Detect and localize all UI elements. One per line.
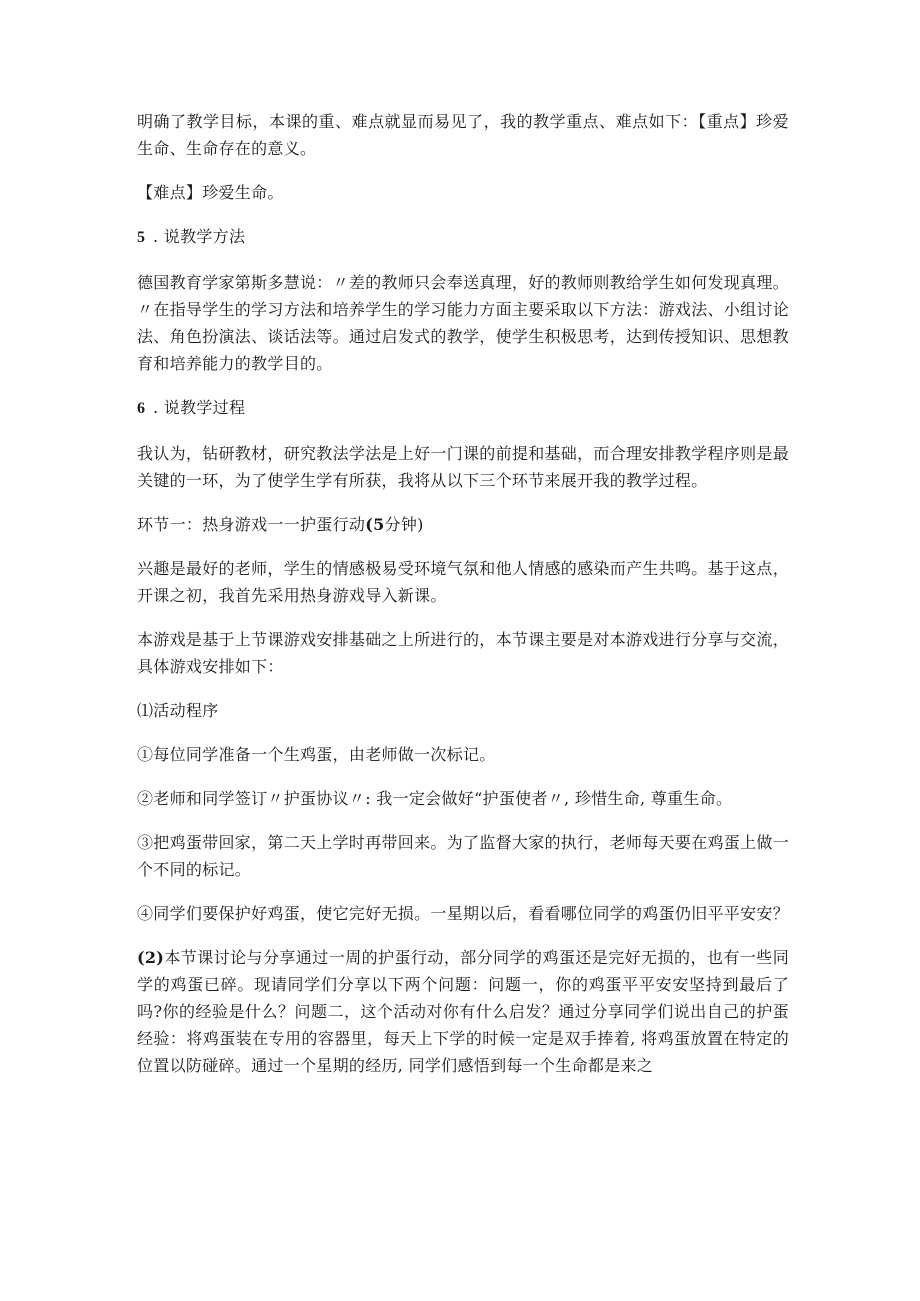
document-page bbox=[137, 108, 789, 1096]
section-heading-teaching-method bbox=[137, 223, 789, 251]
paragraph-game-basis: 本游戏是基于上节课游戏安排基础之上所进行的，本节课主要是对本游戏进行分享与交流，具体游戏安排如下： bbox=[137, 630, 790, 676]
paragraph-method-quote: 德国教育学家第斯多慧说：〃差的教师只会奉送真理，好的教师则教给学生如何发现真理。〃在指导学生的学习方法和培养学生的学习能力方面主要采取以下方法：游戏法、小组讨论法、角色扮演法、谈话法等。通过启发式的教学，使学生积极思考，达到传授知识、思想教育和培养能力的教学目的。 bbox=[137, 273, 790, 373]
discussion-marker: (2) bbox=[137, 948, 165, 967]
section-number: 5 bbox=[137, 229, 146, 246]
section-heading-teaching-process bbox=[137, 394, 789, 422]
paragraph-teaching-focus: 明确了教学目标，本课的重、难点就显而易见了，我的教学重点、难点如下：【重点】珍爱生命、生命存在的意义。 bbox=[137, 112, 789, 158]
paragraph-discussion bbox=[137, 944, 789, 1079]
discussion-text: 本节课讨论与分享通过一周的护蛋行动，部分同学的鸡蛋还是完好无损的，也有一些同学的鸡蛋已碎。现请同学们分享以下两个问题：问题一，你的鸡蛋平平安安坚持到最后了吗?你的经验是什么？问题二，这个活动对你有什么启发？通过分享同学们说出自己的护蛋经验：将鸡蛋装在专用的容器里，每天上下学的时候一定是双手捧着, 将鸡蛋放置在特定的位置以防碰碎。通过一个星期的经历, 同学们感悟到每一个生命都是来之 bbox=[137, 948, 789, 1075]
section-title: . 说教学过程 bbox=[153, 398, 246, 417]
section-number: 6 bbox=[137, 400, 146, 417]
paragraph-activity-procedure: ⑴活动程序 bbox=[137, 701, 219, 720]
paragraph-interest: 兴趣是最好的老师，学生的情感极易受环境气氛和他人情感的感染而产生共鸣。基于这点，开课之初，我首先采用热身游戏导入新课。 bbox=[137, 559, 790, 605]
stage-duration-unit: 分钟) bbox=[384, 515, 424, 534]
list-item-step-2: ②老师和同学签订〃护蛋协议〃: 我一定会做好“护蛋使者〃, 珍惜生命, 尊重生命。 bbox=[137, 789, 733, 808]
paragraph-stage-one bbox=[137, 511, 789, 538]
list-item-step-4: ④同学们要保护好鸡蛋，使它完好无损。一星期以后，看看哪位同学的鸡蛋仍旧平平安安？ bbox=[137, 904, 790, 923]
paragraph-process-intro: 我认为，钻研教材，研究教法学法是上好一门课的前提和基础，而合理安排教学程序则是最关键的一环，为了使学生学有所获，我将从以下三个环节来展开我的教学过程。 bbox=[137, 444, 790, 490]
paragraph-difficulty: 【难点】珍爱生命。 bbox=[137, 183, 284, 202]
section-title: . 说教学方法 bbox=[153, 227, 246, 246]
list-item-step-1: ①每位同学准备一个生鸡蛋，由老师做一次标记。 bbox=[137, 745, 496, 764]
list-item-step-3: ③把鸡蛋带回家，第二天上学时再带回来。为了监督大家的执行，老师每天要在鸡蛋上做一个不同的标记。 bbox=[137, 833, 790, 879]
stage-title: 环节一：热身游戏一一护蛋行动 bbox=[137, 515, 366, 534]
stage-duration-number: (5 bbox=[365, 515, 385, 534]
